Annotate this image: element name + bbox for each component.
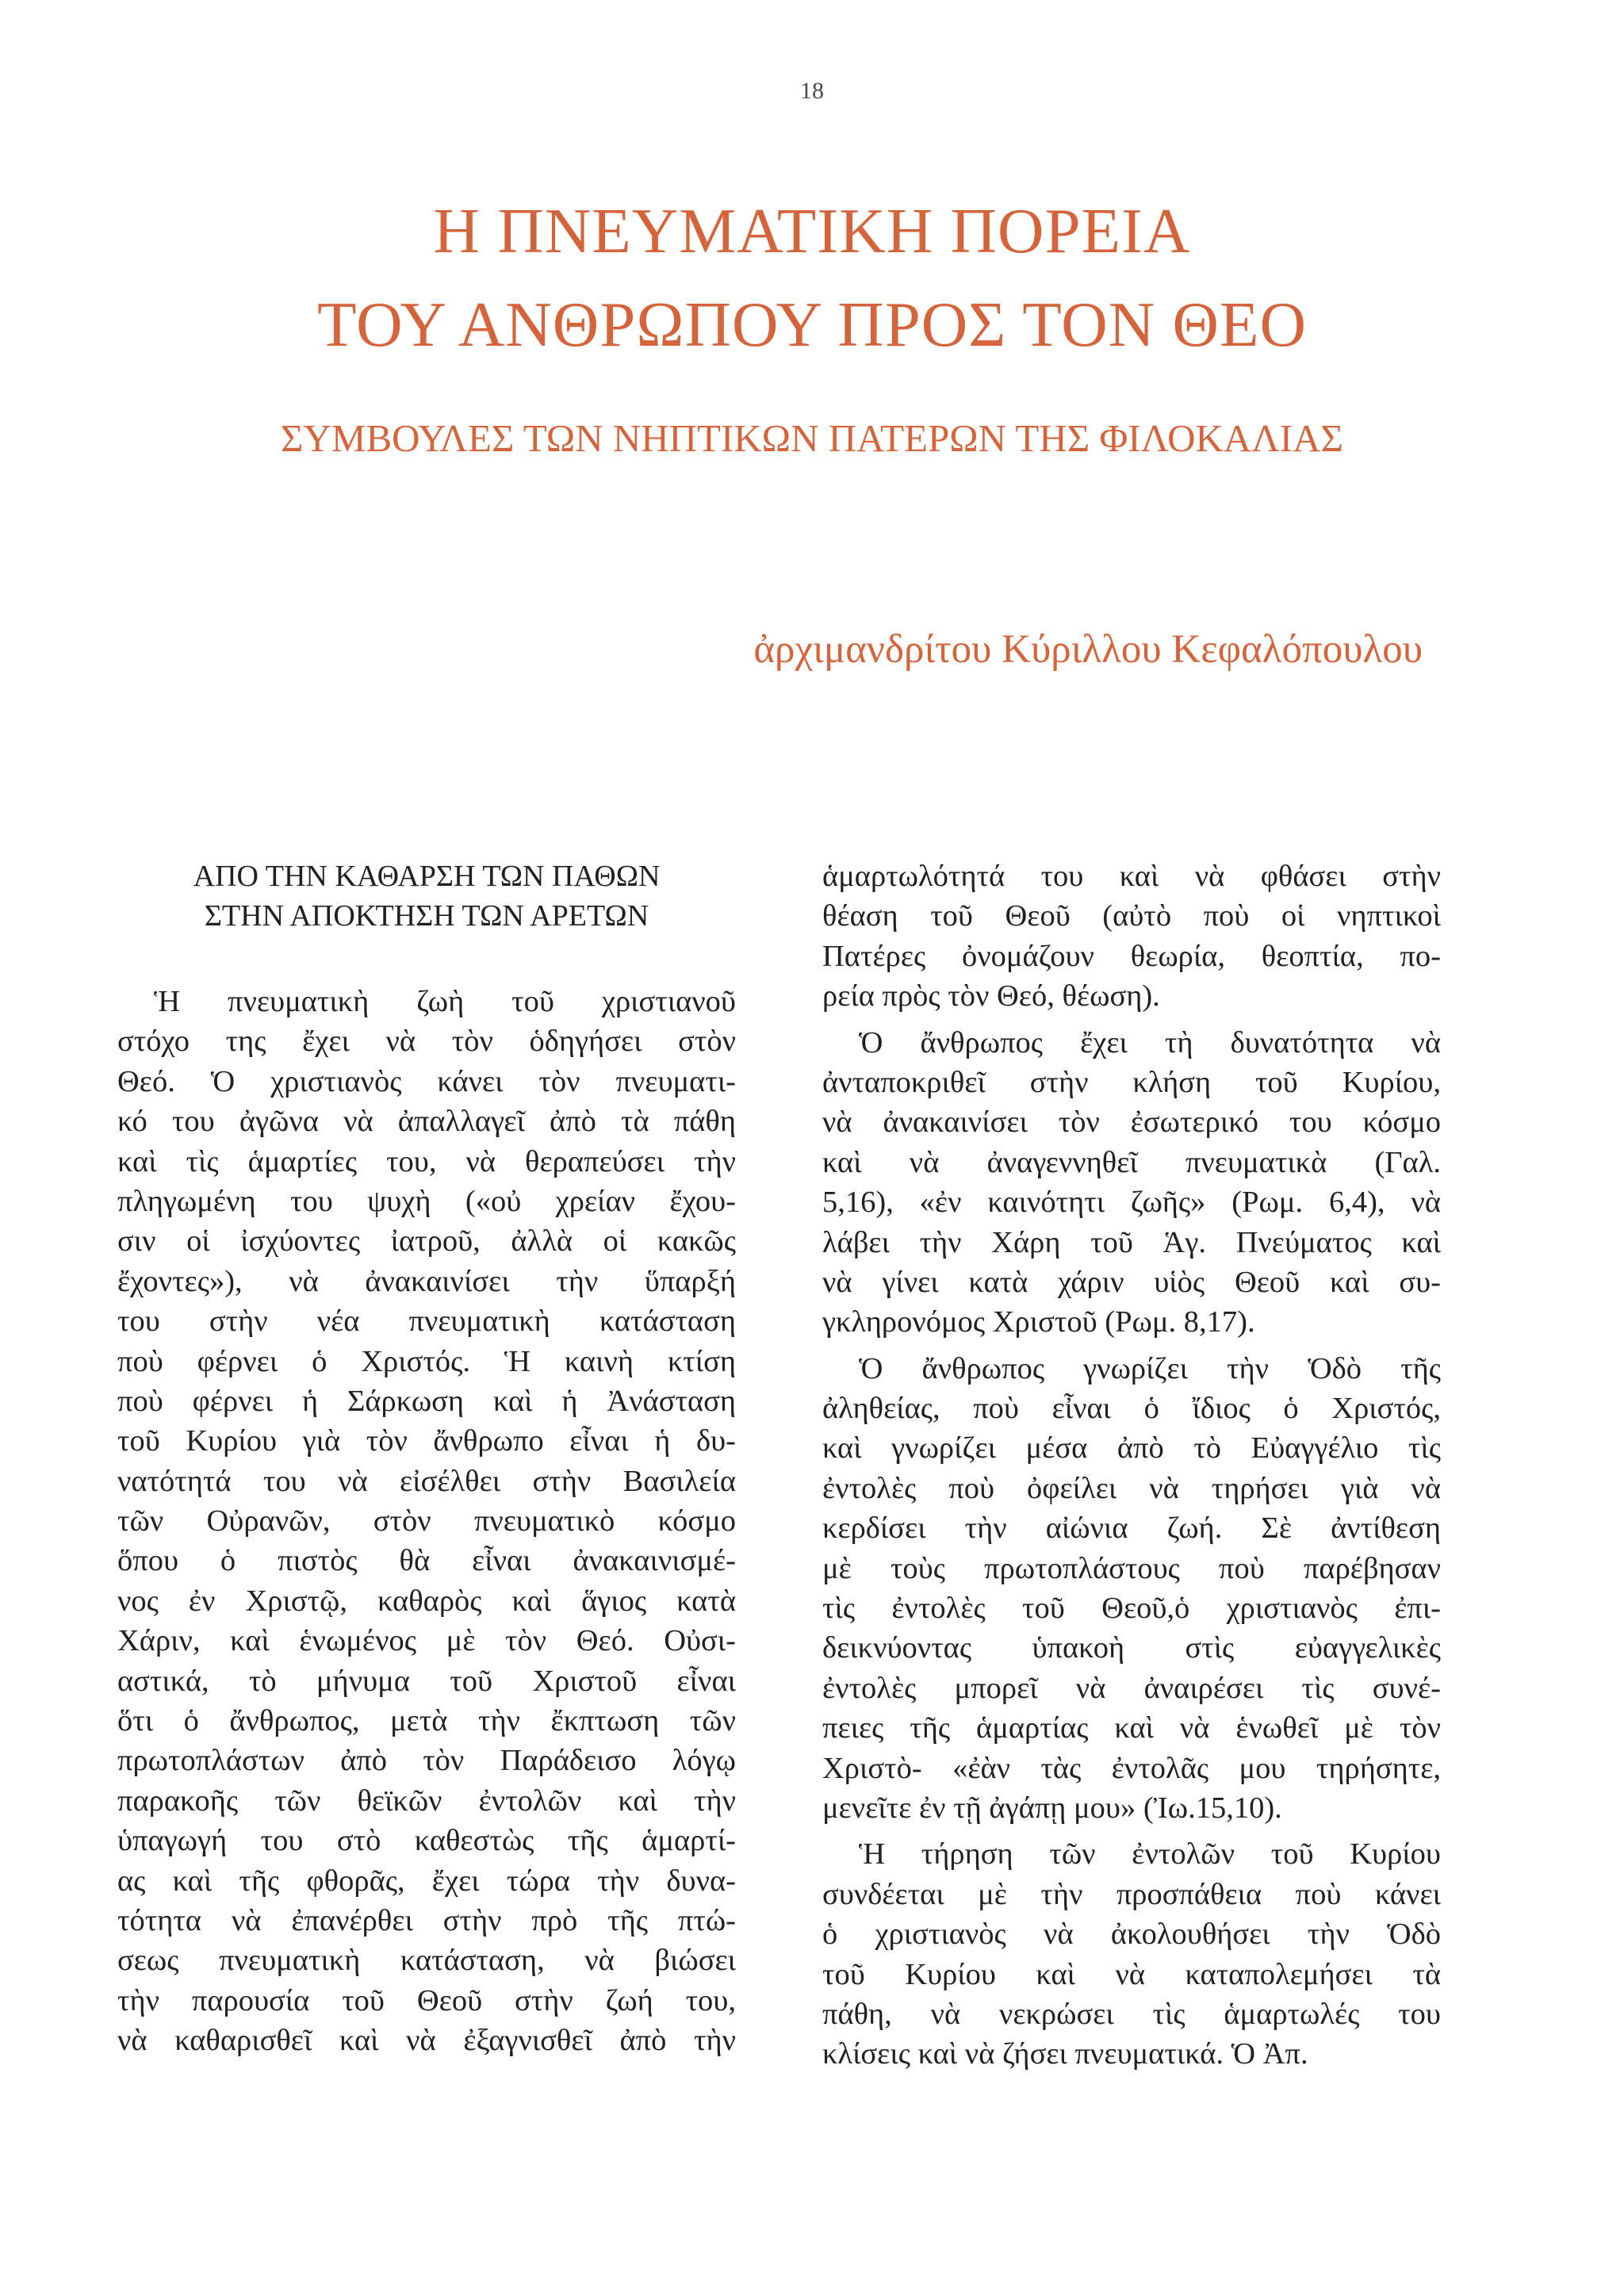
title-line-1: Η ΠΝΕΥΜΑΤΙΚΗ ΠΟΡΕΙΑ [433, 195, 1191, 266]
text-line: σιν οἱ ἰσχύοντες ἰατροῦ, ἀλλὰ οἱ κακῶς [117, 1224, 736, 1259]
text-line: σεως πνευματικὴ κατάσταση, νὰ βιώσει [117, 1944, 736, 1978]
text-line: ὅπου ὁ πιστὸς θὰ εἶναι ἀνακαινισμέ- [117, 1544, 736, 1578]
paragraph [822, 1349, 1441, 1829]
text-line: δεικνύοντας ὑπακοὴ στὶς εὐαγγελικὲς [822, 1631, 1441, 1665]
text-line: τὴν παρουσία τοῦ Θεοῦ στὴν ζωή του, [117, 1983, 736, 2017]
text-line: νατότητά του νὰ εἰσέλθει στὴν Βασιλεία [117, 1464, 736, 1498]
text-line: Θεό. Ὁ χριστιανὸς κάνει τὸν πνευματι- [117, 1064, 736, 1098]
text-line: ἀνταποκριθεῖ στὴν κλήση τοῦ Κυρίου, [822, 1065, 1441, 1099]
text-line: κερδίσει τὴν αἰώνια ζωή. Σὲ ἀντίθεση [822, 1511, 1441, 1546]
page-number: 18 [800, 78, 824, 104]
text-line: 5,16), «ἐν καινότητι ζωῆς» (Ρωμ. 6,4), νὰ [822, 1186, 1441, 1220]
text-line: μὲ τοὺς πρωτοπλάστους ποὺ παρέβησαν [822, 1551, 1441, 1585]
paragraph [822, 1834, 1441, 2074]
right-column [822, 856, 1441, 2075]
paragraph [117, 982, 736, 2061]
title-line-2: ΤΟΥ ΑΝΘΡΩΠΟΥ ΠΡΟΣ ΤΟΝ ΘΕΟ [317, 289, 1307, 360]
text-line: Ὁ ἄνθρωπος ἔχει τὴ δυνατότητα νὰ [859, 1025, 1441, 1059]
paragraph [822, 1023, 1441, 1343]
section-heading [117, 856, 736, 936]
text-line: παρακοῆς τῶν θεϊκῶν ἐντολῶν καὶ τὴν [117, 1783, 736, 1818]
text-line: ἁμαρτωλότητά του καὶ νὰ φθάσει στὴν [822, 860, 1441, 893]
text-line: συνδέεται μὲ τὴν προσπάθεια ποὺ κάνει [822, 1877, 1441, 1911]
text-line: ἐντολὲς ποὺ ὀφείλει νὰ τηρήσει γιὰ νὰ [822, 1471, 1441, 1505]
section-heading-line-2: ΣΤΗΝ ΑΠΟΚΤΗΣΗ ΤΩΝ ΑΡΕΤΩΝ [204, 899, 649, 933]
text-line: του στὴν νέα πνευματικὴ κατάσταση [117, 1304, 736, 1339]
text-line: μενεῖτε ἐν τῇ ἀγάπῃ μου» (Ἰω.15,10). [822, 1791, 1282, 1825]
text-line: ὑπαγωγή του στὸ καθεστὼς τῆς ἁμαρτί- [117, 1824, 736, 1858]
text-line: πρωτοπλάστων ἀπὸ τὸν Παράδεισο λόγῳ [117, 1744, 736, 1778]
paragraph [822, 856, 1441, 1017]
text-line: τῶν Οὐρανῶν, στὸν πνευματικὸ κόσμο [117, 1504, 736, 1538]
text-line: στόχο της ἔχει νὰ τὸν ὁδηγήσει στὸν [117, 1025, 736, 1059]
text-line: τότητα νὰ ἐπανέρθει στὴν πρὸ τῆς πτώ- [117, 1903, 736, 1937]
text-line: ποὺ φέρνει ὁ Χριστός. Ἡ καινὴ κτίση [117, 1344, 736, 1378]
text-line: Πατέρες ὀνομάζουν θεωρία, θεοπτία, πο- [822, 939, 1441, 973]
text-line: γκληρονόμος Χριστοῦ (Ρωμ. 8,17). [822, 1305, 1255, 1339]
text-line: ποὺ φέρνει ἡ Σάρκωση καὶ ἡ Ἀνάσταση [117, 1384, 736, 1418]
text-line: Χριστὸ- «ἐὰν τὰς ἐντολᾶς μου τηρήσητε, [822, 1751, 1441, 1785]
text-line: τὶς ἐντολὲς τοῦ Θεοῦ,ὁ χριστιανὸς ἐπι- [822, 1592, 1441, 1626]
text-line: ἀληθείας, ποὺ εἶναι ὁ ἴδιος ὁ Χριστός, [822, 1392, 1441, 1426]
section-heading-line-1: ΑΠΟ ΤΗΝ ΚΑΘΑΡΣΗ ΤΩΝ ΠΑΘΩΝ [193, 860, 661, 893]
left-column [117, 856, 736, 2061]
text-line: καὶ νὰ ἀναγεννηθεῖ πνευματικὰ (Γαλ. [822, 1145, 1441, 1179]
text-line: ὅτι ὁ ἄνθρωπος, μετὰ τὴν ἔκπτωση τῶν [117, 1704, 736, 1738]
text-line: ρεία πρὸς τὸν Θεό, θέωση). [822, 979, 1160, 1013]
text-line: νος ἐν Χριστῷ, καθαρὸς καὶ ἅγιος κατὰ [117, 1584, 736, 1618]
text-line: τοῦ Κυρίου γιὰ τὸν ἄνθρωπο εἶναι ἡ δυ- [117, 1424, 736, 1458]
text-line: νὰ ἀνακαινίσει τὸν ἐσωτερικό του κόσμο [822, 1105, 1441, 1140]
text-line: πειες τῆς ἁμαρτίας καὶ νὰ ἑνωθεῖ μὲ τὸν [822, 1711, 1441, 1745]
text-line: ας καὶ τῆς φθορᾶς, ἔχει τώρα τὴν δυνα- [117, 1864, 736, 1898]
page-subtitle: ΣΥΜΒΟΥΛΕΣ ΤΩΝ ΝΗΠΤΙΚΩΝ ΠΑΤΕΡΩΝ ΤΗΣ ΦΙΛΟΚΑΛΙΑΣ [280, 416, 1344, 460]
text-line: λάβει τὴν Χάρη τοῦ Ἁγ. Πνεύματος καὶ [822, 1225, 1441, 1259]
text-line: κλίσεις καὶ νὰ ζήσει πνευματικά. Ὁ Ἀπ. [822, 2037, 1308, 2071]
text-line: πάθη, νὰ νεκρώσει τὶς ἁμαρτωλές του [822, 1997, 1441, 2031]
author-line: ἀρχιμανδρίτου Κύριλλου Κεφαλόπουλου [753, 627, 1423, 672]
text-line: Ἡ πνευματικὴ ζωὴ τοῦ χριστιανοῦ [154, 985, 736, 1018]
text-line: Ἡ τήρηση τῶν ἐντολῶν τοῦ Κυρίου [859, 1837, 1441, 1871]
right-column-body [822, 856, 1441, 2075]
text-line: αστικά, τὸ μήνυμα τοῦ Χριστοῦ εἶναι [117, 1664, 736, 1698]
text-line: νὰ γίνει κατὰ χάριν υἱὸς Θεοῦ καὶ συ- [822, 1265, 1441, 1299]
text-line: Ὁ ἄνθρωπος γνωρίζει τὴν Ὁδὸ τῆς [859, 1351, 1441, 1385]
text-line: καὶ τὶς ἁμαρτίες του, νὰ θεραπεύσει τὴν [117, 1144, 736, 1178]
text-line: Χάριν, καὶ ἑνωμένος μὲ τὸν Θεό. Οὐσι- [117, 1624, 736, 1658]
text-line: νὰ καθαρισθεῖ καὶ νὰ ἐξαγνισθεῖ ἀπὸ τὴν [117, 2024, 736, 2058]
text-line: ἔχοντες»), νὰ ἀνακαινίσει τὴν ὕπαρξή [117, 1264, 736, 1298]
text-line: καὶ γνωρίζει μέσα ἀπὸ τὸ Εὐαγγέλιο τὶς [822, 1431, 1441, 1465]
text-line: τοῦ Κυρίου καὶ νὰ καταπολεμήσει τὰ [822, 1957, 1441, 1991]
text-line: ὁ χριστιανὸς νὰ ἀκολουθήσει τὴν Ὁδὸ [822, 1917, 1441, 1952]
text-line: ἐντολὲς μπορεῖ νὰ ἀναιρέσει τὶς συνέ- [822, 1671, 1441, 1705]
text-line: κό του ἀγῶνα νὰ ἀπαλλαγεῖ ἀπὸ τὰ πάθη [117, 1105, 736, 1139]
left-column-body [117, 982, 736, 2061]
page-title [0, 184, 1624, 371]
text-line: θέαση τοῦ Θεοῦ (αὐτὸ ποὺ οἱ νηπτικοὶ [822, 899, 1441, 933]
text-line: πληγωμένη του ψυχὴ («οὐ χρείαν ἔχου- [117, 1184, 736, 1218]
